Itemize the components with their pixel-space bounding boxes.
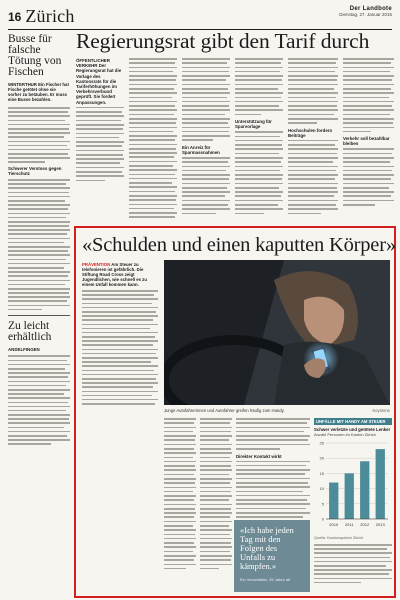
masthead (339, 6, 392, 17)
left-headline: Busse für falsche Tötung von Fischen (8, 33, 62, 78)
story-subhead: Ein Anreiz für Sparmassnahmen (182, 144, 220, 155)
page-header (8, 4, 392, 30)
article-body (8, 179, 70, 310)
feature-lead-text: Am Steuer zu telefonieren ist gefährlich. Die Stiftung Road Cross zeigt Jugendlichen, wie schnell es zu einem Unfall kommen kann. (82, 262, 147, 287)
lead-kicker: ÖFFENTLICHER VERKEHR (76, 58, 110, 69)
feature-headline: «Schulden und einen kaputten Körper» (82, 234, 396, 256)
pull-quote-attribution: Ein Verunfallter, 25 Jahre alt (240, 577, 291, 582)
page-number: 16 (8, 9, 22, 24)
bar (376, 449, 385, 519)
y-tick-label: 0 (321, 516, 324, 522)
article-body (182, 157, 230, 214)
story-column (288, 58, 338, 223)
y-tick-label: 25 (319, 440, 324, 446)
article-body (182, 58, 230, 141)
story-column (343, 58, 394, 223)
feature-kicker: PRÄVENTION (82, 262, 111, 267)
article-body (288, 140, 338, 214)
article-body (8, 355, 70, 445)
article-body (235, 58, 283, 115)
bar (360, 461, 369, 519)
article-body (314, 544, 392, 583)
article-body (235, 131, 283, 214)
photo-driver-with-phone (164, 260, 390, 405)
story2-kicker: ANDELFINGEN (8, 347, 40, 353)
story-column (164, 418, 196, 594)
article-body (343, 148, 394, 205)
feature-box (74, 226, 396, 598)
divider (8, 315, 70, 316)
photo-credit: Keystone (372, 408, 390, 413)
story-column (129, 58, 177, 223)
x-tick-label: 2011 (344, 522, 354, 527)
story2-headline: Zu leicht erhältlich (8, 320, 52, 344)
photo-caption (164, 408, 390, 413)
x-tick-label: 2012 (360, 522, 370, 527)
article-body (200, 418, 232, 569)
article-body (288, 58, 338, 124)
bar (329, 483, 338, 519)
x-tick-label: 2010 (329, 522, 339, 527)
article-body (82, 290, 158, 405)
y-tick-label: 15 (319, 470, 324, 476)
bar-chart (314, 439, 392, 529)
pull-quote (234, 520, 310, 592)
main-lead (76, 58, 124, 105)
feature-subhead: Direkter Kontakt wirkt (236, 453, 282, 459)
main-headline: Regierungsrat gibt den Tarif durch (76, 29, 370, 53)
left-teaser: WINTERTHUR Ein Fischer hat Fische getötet ohne sie vorher zu betäuben. Er muss eine Busse bezahlen. (8, 82, 69, 102)
y-tick-label: 5 (321, 501, 324, 507)
left-subhead: Schwerer Verstoss gegen Tierschutz (8, 166, 62, 177)
photo-illustration (164, 260, 390, 405)
chart-title: Schwer verletzte und getötete Lenker (314, 427, 391, 432)
story-subhead: Verkehr soll bezahlbar bleiben (343, 136, 390, 147)
story-column (182, 58, 230, 223)
article-body (76, 107, 124, 181)
feature-lead-column (82, 262, 158, 408)
paper-name: Der Landbote (349, 6, 392, 12)
story-column (235, 58, 283, 223)
chart-box (314, 418, 392, 592)
story-column (236, 418, 310, 516)
story-column (200, 418, 232, 594)
article-body (343, 58, 394, 132)
story-subhead: Unterstützung für Sparvorlage (235, 119, 272, 130)
chart-subtitle: Anzahl Personen im Kanton Zürich (314, 432, 376, 437)
article-body (236, 418, 310, 450)
chart-source: Quelle: Kantonspolizei Zürich (314, 536, 364, 540)
chart-tag: UNFÄLLE MIT HANDY AM STEUER (314, 418, 392, 425)
pull-quote-text: «Ich habe jeden Tag mit den Folgen des Unfalls zu kämpfen.» (240, 525, 294, 571)
main-story-body (76, 58, 394, 223)
issue-date: Dienstag, 27. Januar 2015 (339, 12, 392, 17)
x-tick-label: 2013 (375, 522, 385, 527)
lead-text: Der Regierungsrat hat die Vorlage des Kantonsrats für die Tariferhöhungen im Verkehrsverbund geprüft. Sie fordert Anpassungen. (76, 63, 122, 105)
article-body (129, 58, 177, 218)
y-tick-label: 20 (319, 455, 324, 461)
section-title: Zürich (25, 6, 75, 26)
story-column (76, 58, 124, 223)
bar (345, 473, 354, 519)
caption-text: Junge Autofahrerinnen und Autofahrer greifen häufig zum Handy. (164, 408, 285, 413)
article-body (8, 107, 70, 163)
article-body (164, 418, 196, 569)
y-tick-label: 10 (319, 486, 324, 492)
feature-lead (82, 262, 158, 287)
story-subhead: Hochschulen fordern Beiträge (288, 127, 333, 138)
left-column (8, 34, 70, 594)
